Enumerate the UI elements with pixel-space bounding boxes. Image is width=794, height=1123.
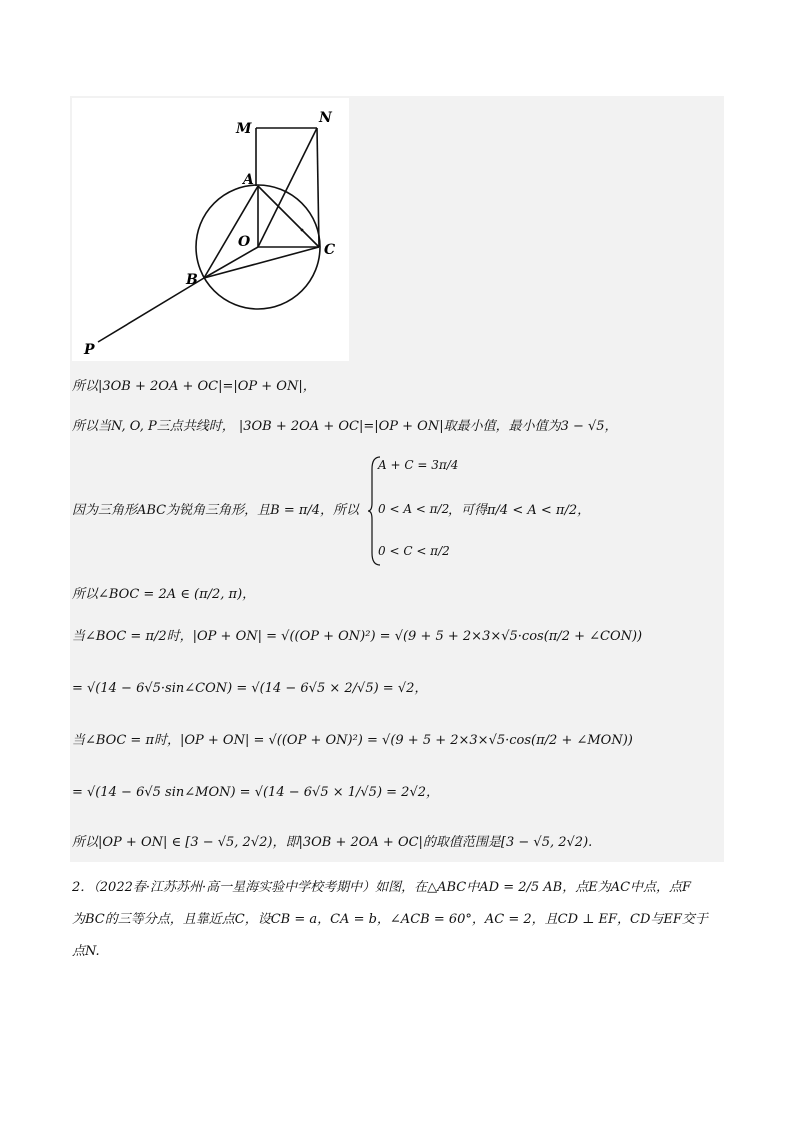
- problem-line-3: 点N.: [72, 944, 100, 959]
- label-o: O: [238, 234, 251, 250]
- system-row-3: 0 < C < π/2: [378, 544, 450, 558]
- system-row-1: A + C = 3π/4: [378, 458, 459, 472]
- segment-ba: [204, 186, 258, 278]
- problem-2: [72, 876, 726, 964]
- problem-line-1: 2．（2022春·江苏苏州·高一星海实验中学校考期中）如图，在△ABC中AD = 2/5 AB，点E为AC中点，点F: [72, 880, 692, 895]
- label-p: P: [84, 342, 95, 358]
- label-a: A: [243, 172, 254, 188]
- solution-line-1: 所以|3OB + 2OA + OC|=|OP + ON|，: [72, 379, 316, 394]
- solution-line-9: 所以|OP + ON| ∈ [3 − √5, 2√2)，即|3OB + 2OA + OC|的取值范围是[3 − √5, 2√2).: [72, 835, 593, 850]
- solution-line-8: = √(14 − 6√5 sin∠MON) = √(14 − 6√5 × 1/√5) = 2√2，: [72, 785, 440, 800]
- segment-bo: [204, 247, 258, 278]
- solution-line-3-right: ，可得π/4 < A < π/2，: [448, 503, 591, 518]
- segment-on: [258, 128, 317, 247]
- system-row-2: 0 < A < π/2: [378, 502, 450, 516]
- label-n: N: [319, 110, 332, 126]
- solution-line-3-left: 因为三角形ABC为锐角三角形，且B = π/4，所以: [72, 503, 360, 518]
- label-m: M: [236, 121, 252, 137]
- figure-svg: [72, 98, 349, 361]
- geometry-figure: [72, 98, 349, 361]
- figure-dot: [301, 229, 304, 232]
- segment-bc: [204, 247, 319, 278]
- solution-line-6: = √(14 − 6√5·sin∠CON) = √(14 − 6√5 × 2/√5) = √2，: [72, 681, 428, 696]
- solution-line-5: 当∠BOC = π/2时，|OP + ON| = √((OP + ON)²) = √(9 + 5 + 2×3×√5·cos(π/2 + ∠CON)): [72, 629, 643, 644]
- problem-line-2: 为BC的三等分点，且靠近点C，设CB = a，CA = b，∠ACB = 60°，AC = 2，且CD ⊥ EF，CD与EF交于: [72, 912, 708, 927]
- label-b: B: [186, 272, 198, 288]
- solution-line-7: 当∠BOC = π时，|OP + ON| = √((OP + ON)²) = √(9 + 5 + 2×3×√5·cos(π/2 + ∠MON)): [72, 733, 633, 748]
- solution-line-4: 所以∠BOC = 2A ∈ (π/2, π)，: [72, 587, 256, 602]
- label-c: C: [324, 242, 336, 258]
- solution-line-2: 所以当N, O, P三点共线时， |3OB + 2OA + OC|=|OP + ON|取最小值，最小值为3 − √5，: [72, 419, 618, 434]
- segment-ac: [258, 186, 319, 247]
